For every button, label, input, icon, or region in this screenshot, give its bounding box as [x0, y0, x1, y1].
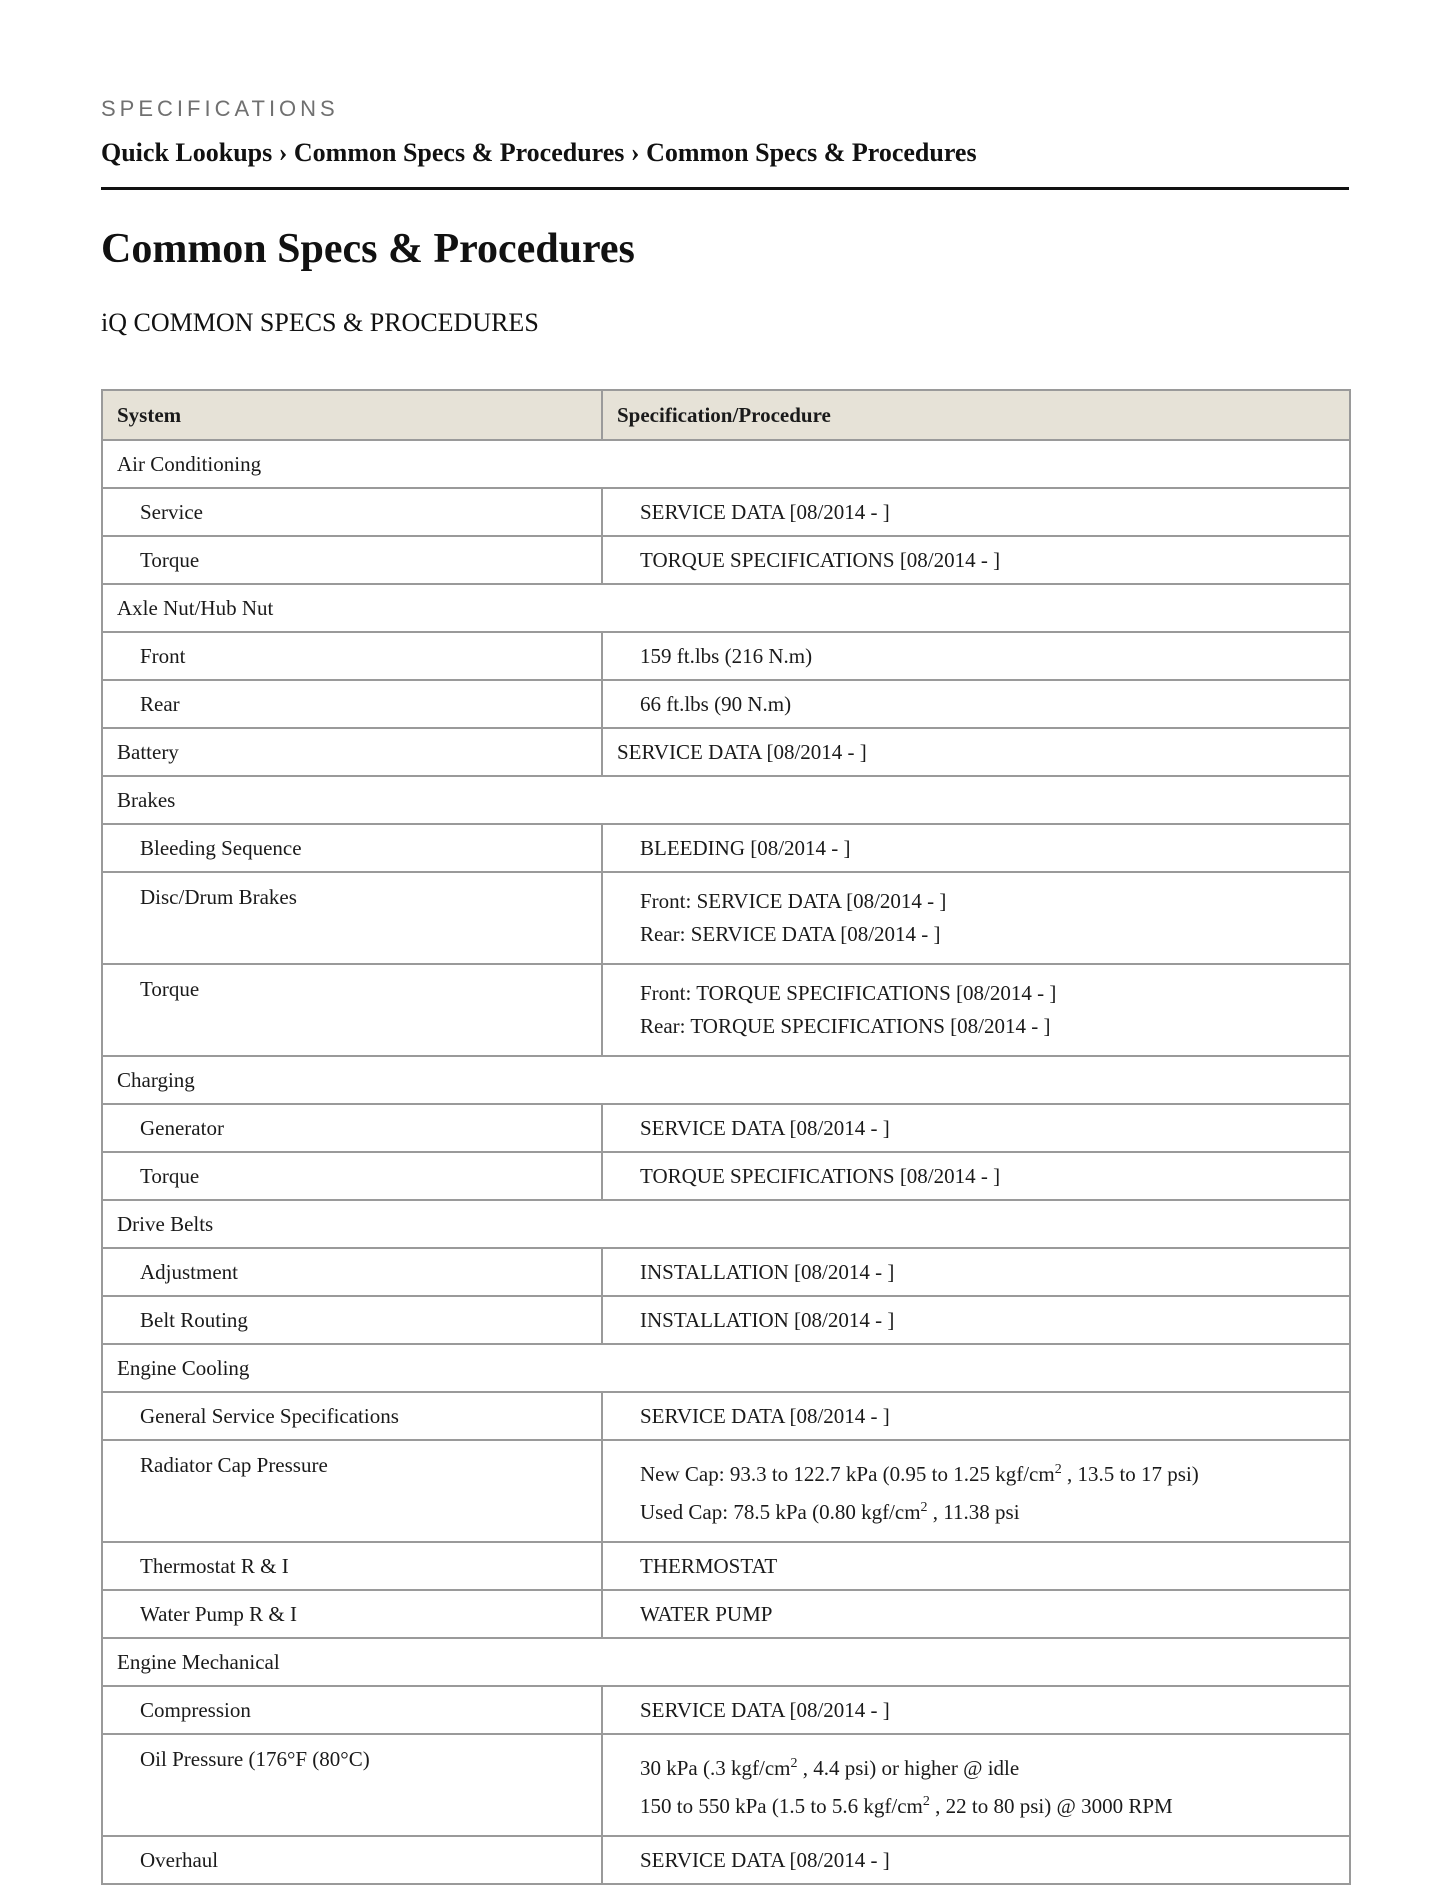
spec-value-text: , 4.4 psi) or higher @ idle [797, 1756, 1020, 1780]
system-cell [102, 1734, 602, 1836]
spec-value-text: , 13.5 to 17 psi) [1061, 1462, 1199, 1486]
table-row [102, 1836, 1350, 1884]
spec-cell [602, 1104, 1350, 1152]
spec-cell [602, 488, 1350, 536]
table-row [102, 1296, 1350, 1344]
spec-cell [602, 1248, 1350, 1296]
system-label: Generator [140, 1115, 224, 1140]
spec-cell [602, 1152, 1350, 1200]
spec-cell [602, 728, 1350, 776]
table-header-row [102, 390, 1350, 440]
system-label: Bleeding Sequence [140, 835, 302, 860]
system-cell [102, 1152, 602, 1200]
table-group-row [102, 1344, 1350, 1392]
spec-value [617, 1747, 1335, 1785]
spec-link[interactable]: SERVICE DATA [08/2014 - ] [617, 739, 867, 764]
spec-link[interactable]: SERVICE DATA [08/2014 - ] [640, 1403, 890, 1428]
system-label: Belt Routing [140, 1307, 248, 1332]
table-row [102, 488, 1350, 536]
system-label: General Service Specifications [140, 1403, 399, 1428]
table-row [102, 872, 1350, 964]
system-cell [102, 536, 602, 584]
table-row [102, 536, 1350, 584]
spec-value-superscript: 2 [790, 1756, 798, 1771]
spec-cell [602, 872, 1350, 964]
spec-link[interactable]: Front: TORQUE SPECIFICATIONS [08/2014 - ] [640, 981, 1057, 1005]
system-cell [102, 824, 602, 872]
spec-cell [602, 824, 1350, 872]
spec-cell [602, 1734, 1350, 1836]
system-label: Service [140, 499, 203, 524]
system-cell [102, 488, 602, 536]
table-row [102, 1542, 1350, 1590]
spec-cell [602, 1836, 1350, 1884]
group-label: Air Conditioning [102, 440, 1350, 488]
table-row [102, 1590, 1350, 1638]
spec-value-text: Used Cap: 78.5 kPa (0.80 kgf/cm [640, 1500, 921, 1524]
spec-link[interactable]: WATER PUMP [640, 1601, 773, 1626]
system-label: Radiator Cap Pressure [140, 1453, 328, 1477]
spec-cell [602, 1686, 1350, 1734]
table-row [102, 632, 1350, 680]
spec-value [617, 1491, 1335, 1529]
table-row [102, 1392, 1350, 1440]
table-body [102, 440, 1350, 1884]
spec-link[interactable]: SERVICE DATA [08/2014 - ] [640, 499, 890, 524]
group-label: Engine Cooling [102, 1344, 1350, 1392]
table-row [102, 964, 1350, 1056]
spec-value-superscript: 2 [920, 1500, 928, 1515]
system-label: Water Pump R & I [140, 1601, 297, 1626]
spec-link[interactable]: INSTALLATION [08/2014 - ] [640, 1259, 895, 1284]
spec-link[interactable]: BLEEDING [08/2014 - ] [640, 835, 851, 860]
table-row [102, 1152, 1350, 1200]
system-cell [102, 872, 602, 964]
table-row [102, 728, 1350, 776]
system-label: Torque [140, 977, 200, 1001]
system-cell [102, 1686, 602, 1734]
table-row [102, 1104, 1350, 1152]
system-cell [102, 680, 602, 728]
system-cell [102, 964, 602, 1056]
spec-link[interactable]: THERMOSTAT [640, 1553, 778, 1578]
spec-value-superscript: 2 [1054, 1462, 1062, 1477]
spec-link[interactable]: SERVICE DATA [08/2014 - ] [640, 1847, 890, 1872]
group-label: Axle Nut/Hub Nut [102, 584, 1350, 632]
spec-value-text: 150 to 550 kPa (1.5 to 5.6 kgf/cm [640, 1794, 923, 1818]
column-header-system: System [102, 390, 602, 440]
table-row [102, 1734, 1350, 1836]
system-cell [102, 1248, 602, 1296]
system-cell [102, 1392, 602, 1440]
page-subtitle: iQ COMMON SPECS & PROCEDURES [101, 308, 539, 337]
breadcrumb[interactable]: Quick Lookups › Common Specs & Procedures › Common Specs & Procedures [101, 138, 977, 167]
system-cell [102, 1836, 602, 1884]
spec-link[interactable]: Rear: SERVICE DATA [08/2014 - ] [640, 922, 941, 946]
spec-value-text: New Cap: 93.3 to 122.7 kPa (0.95 to 1.25 kgf/cm [640, 1462, 1055, 1486]
spec-cell [602, 964, 1350, 1056]
spec-cell [602, 1392, 1350, 1440]
system-label: Torque [140, 1163, 200, 1188]
table-row [102, 824, 1350, 872]
spec-value [617, 1453, 1335, 1491]
system-label: Overhaul [140, 1847, 219, 1872]
system-cell [102, 1440, 602, 1542]
spec-cell [602, 680, 1350, 728]
system-label: Torque [140, 547, 200, 572]
header-divider [101, 187, 1349, 190]
system-label: Disc/Drum Brakes [140, 885, 297, 909]
spec-cell [602, 1440, 1350, 1542]
spec-cell [602, 536, 1350, 584]
table-group-row [102, 1638, 1350, 1686]
section-label: SPECIFICATIONS [101, 96, 339, 121]
spec-cell [602, 1296, 1350, 1344]
system-label: Compression [140, 1697, 251, 1722]
spec-link[interactable]: SERVICE DATA [08/2014 - ] [640, 1115, 890, 1140]
table-row [102, 1248, 1350, 1296]
system-label: Battery [117, 739, 179, 764]
system-cell [102, 728, 602, 776]
column-header-spec: Specification/Procedure [602, 390, 1350, 440]
system-label: Oil Pressure (176°F (80°C) [140, 1747, 370, 1771]
table-group-row [102, 440, 1350, 488]
spec-link[interactable]: SERVICE DATA [08/2014 - ] [640, 1697, 890, 1722]
table-group-row [102, 776, 1350, 824]
spec-link[interactable]: Front: SERVICE DATA [08/2014 - ] [640, 889, 947, 913]
spec-cell [602, 632, 1350, 680]
system-label: Adjustment [140, 1259, 238, 1284]
table-group-row [102, 1056, 1350, 1104]
spec-link[interactable]: TORQUE SPECIFICATIONS [08/2014 - ] [640, 547, 1001, 572]
table-row [102, 680, 1350, 728]
system-cell [102, 1296, 602, 1344]
spec-value-text: 30 kPa (.3 kgf/cm [640, 1756, 791, 1780]
system-label: Rear [140, 691, 180, 716]
system-label: Front [140, 643, 186, 668]
spec-cell [602, 1542, 1350, 1590]
spec-link[interactable]: TORQUE SPECIFICATIONS [08/2014 - ] [640, 1163, 1001, 1188]
specs-table [101, 389, 1351, 1885]
table-group-row [102, 1200, 1350, 1248]
table-group-row [102, 584, 1350, 632]
spec-link[interactable]: Rear: TORQUE SPECIFICATIONS [08/2014 - ] [640, 1014, 1051, 1038]
system-cell [102, 632, 602, 680]
system-cell [102, 1104, 602, 1152]
group-label: Charging [102, 1056, 1350, 1104]
spec-value-text: , 22 to 80 psi) @ 3000 RPM [929, 1794, 1173, 1818]
system-cell [102, 1542, 602, 1590]
system-label: Thermostat R & I [140, 1553, 289, 1578]
spec-link[interactable]: 66 ft.lbs (90 N.m) [640, 691, 792, 716]
spec-value [617, 1785, 1335, 1823]
group-label: Brakes [102, 776, 1350, 824]
spec-value-text: , 11.38 psi [927, 1500, 1020, 1524]
system-cell [102, 1590, 602, 1638]
table-row [102, 1686, 1350, 1734]
page-title: Common Specs & Procedures [101, 226, 635, 272]
spec-cell [602, 1590, 1350, 1638]
group-label: Engine Mechanical [102, 1638, 1350, 1686]
spec-link[interactable]: INSTALLATION [08/2014 - ] [640, 1307, 895, 1332]
table-row [102, 1440, 1350, 1542]
spec-value-superscript: 2 [922, 1794, 930, 1809]
group-label: Drive Belts [102, 1200, 1350, 1248]
spec-link[interactable]: 159 ft.lbs (216 N.m) [640, 643, 813, 668]
